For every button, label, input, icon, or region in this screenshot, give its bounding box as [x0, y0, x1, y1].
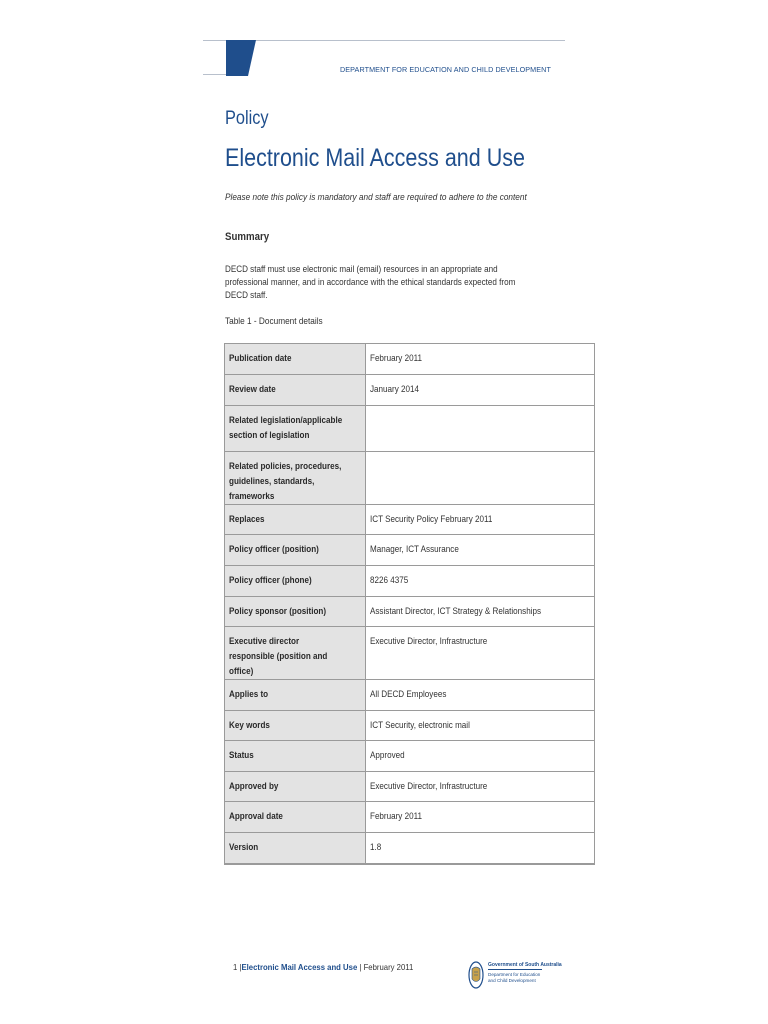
row-value: Approved [366, 741, 595, 772]
row-value: Manager, ICT Assurance [366, 535, 595, 566]
row-value: ICT Security, electronic mail [366, 711, 595, 741]
table-row [225, 627, 595, 680]
footer-separator: | [359, 962, 362, 972]
row-label: Replaces [225, 505, 366, 535]
table-row [225, 344, 595, 375]
table-row [225, 802, 595, 833]
table-row [225, 505, 595, 535]
government-logo [468, 958, 562, 994]
logo-department-name: Department for Education and Child Development [488, 972, 541, 983]
row-label: Version [225, 833, 366, 864]
table-row [225, 597, 595, 627]
table-row [225, 375, 595, 406]
summary-text: DECD staff must use electronic mail (email) resources in an appropriate and professional manner, and in accordance with the ethical standards expected from DECD staff. [225, 264, 516, 300]
table-row [225, 566, 595, 597]
table-row [225, 535, 595, 566]
summary-heading: Summary [225, 231, 270, 243]
row-value [366, 452, 595, 505]
header-tab-shape [224, 40, 258, 76]
row-label: Key words [225, 711, 366, 741]
footer-separator: | [239, 962, 242, 972]
row-value: February 2011 [366, 802, 595, 833]
table-row [225, 772, 595, 802]
table-row [225, 452, 595, 505]
row-label: Approval date [225, 802, 366, 833]
row-label: Review date [225, 375, 366, 406]
page-title: Electronic Mail Access and Use [225, 144, 525, 172]
page-number: 1 [233, 962, 238, 972]
row-value: Executive Director, Infrastructure [366, 627, 595, 680]
table-row [225, 406, 595, 452]
row-value: 8226 4375 [366, 566, 595, 597]
row-label: Executive director responsible (position and office) [225, 627, 366, 680]
row-label: Publication date [225, 344, 366, 375]
row-label: Approved by [225, 772, 366, 802]
row-value [366, 406, 595, 452]
footer-date: February 2011 [363, 962, 414, 972]
logo-government-name: Government of South Australia [488, 962, 562, 968]
page-footer [233, 962, 413, 972]
document-type-label: Policy [225, 108, 269, 129]
row-value: January 2014 [366, 375, 595, 406]
row-value: All DECD Employees [366, 680, 595, 711]
row-value: Assistant Director, ICT Strategy & Relationships [366, 597, 595, 627]
row-label: Applies to [225, 680, 366, 711]
row-value: February 2011 [366, 344, 595, 375]
table-row [225, 680, 595, 711]
table-caption: Table 1 - Document details [225, 315, 323, 326]
row-label: Related legislation/applicable section of legislation [225, 406, 366, 452]
table-row [225, 711, 595, 741]
row-value: 1.8 [366, 833, 595, 864]
table-row [225, 741, 595, 772]
row-label: Policy officer (position) [225, 535, 366, 566]
table-row [225, 833, 595, 864]
mandatory-note: Please note this policy is mandatory and staff are required to adhere to the content [225, 191, 527, 202]
row-value: Executive Director, Infrastructure [366, 772, 595, 802]
department-name: DEPARTMENT FOR EDUCATION AND CHILD DEVELOPMENT [340, 65, 551, 74]
footer-doc-title: Electronic Mail Access and Use [241, 962, 358, 972]
logo-rule [488, 969, 542, 970]
row-value: ICT Security Policy February 2011 [366, 505, 595, 535]
row-label: Status [225, 741, 366, 772]
document-details-table [224, 343, 595, 865]
row-label: Policy officer (phone) [225, 566, 366, 597]
row-label: Related policies, procedures, guidelines, standards, frameworks [225, 452, 366, 505]
crest-icon [468, 960, 484, 990]
row-label: Policy sponsor (position) [225, 597, 366, 627]
